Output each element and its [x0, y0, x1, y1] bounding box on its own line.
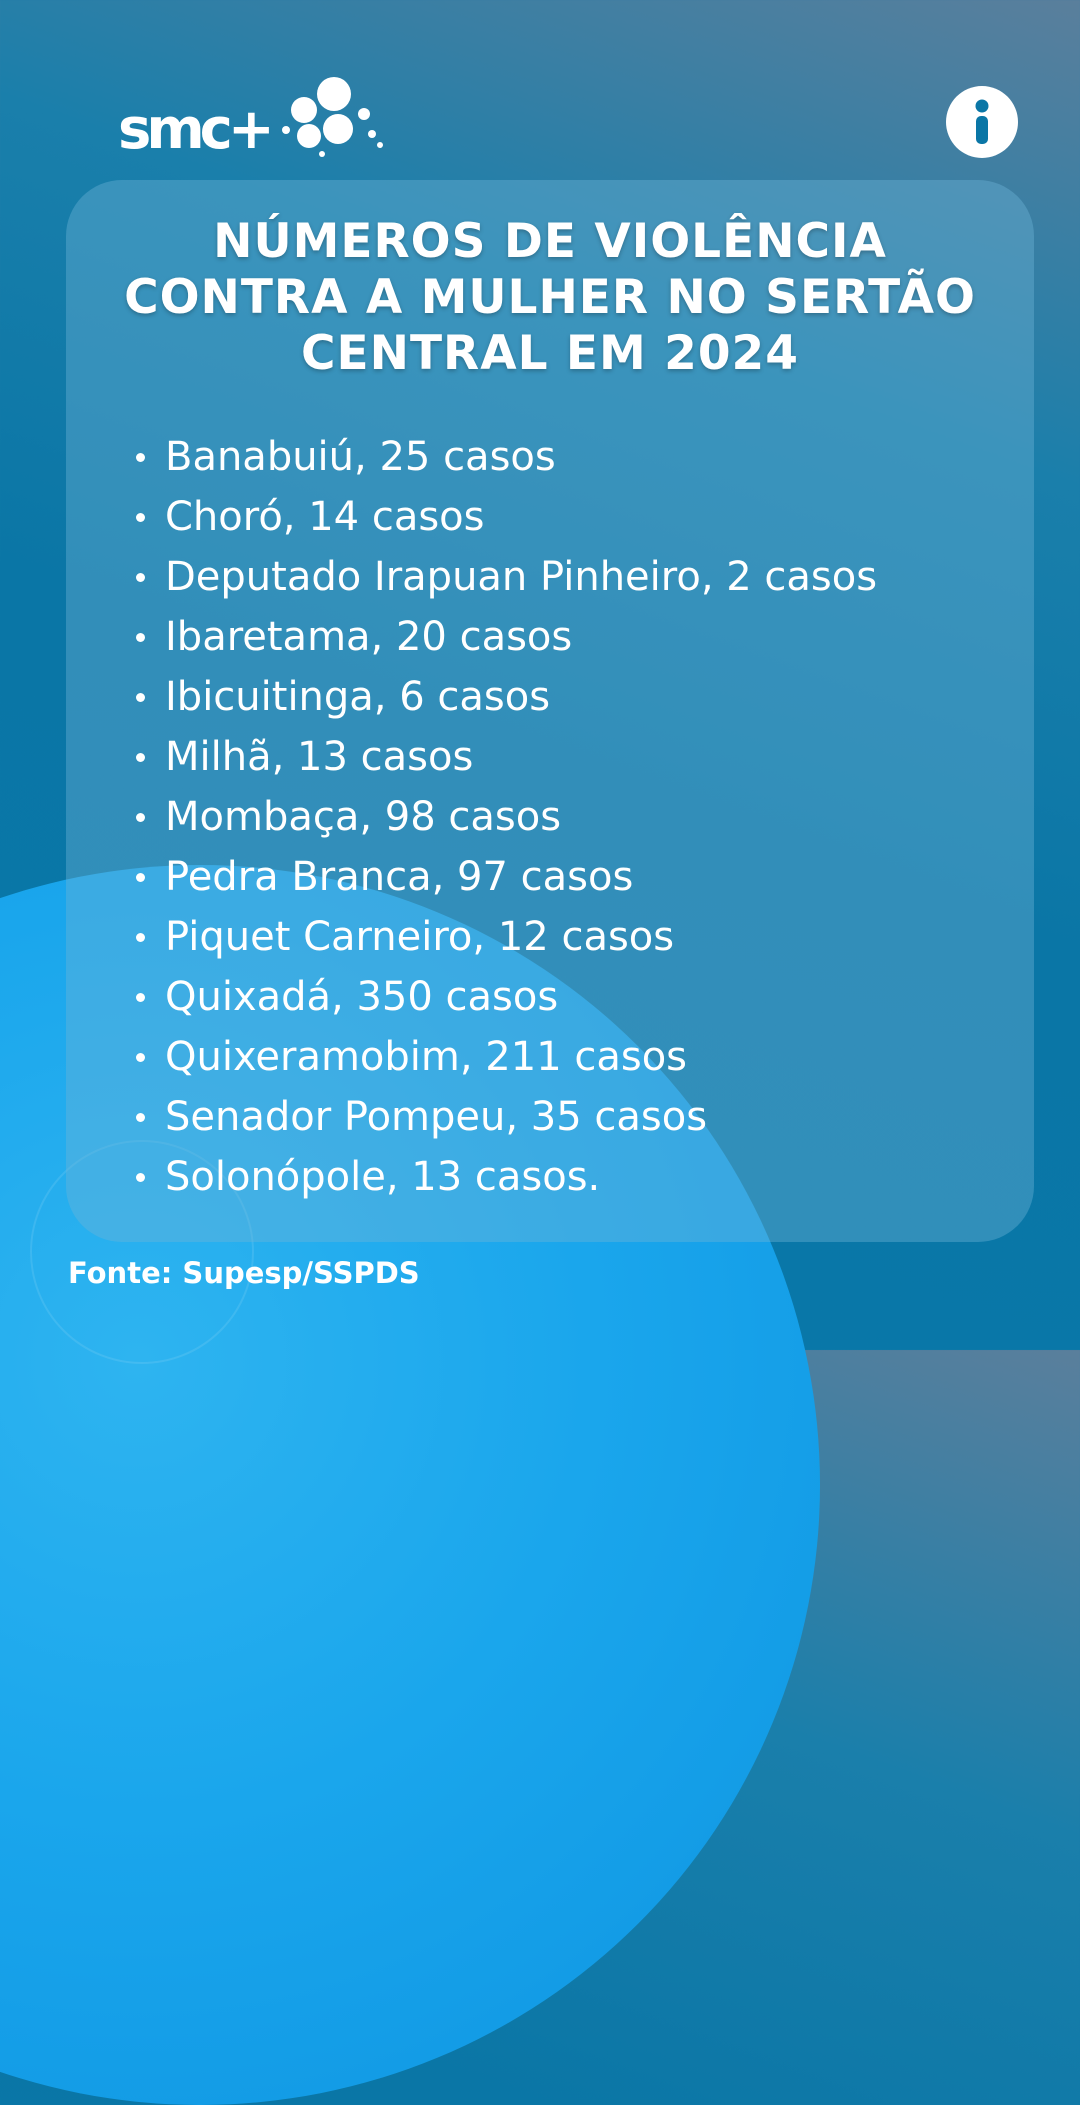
- list-item-text: Milhã, 13 casos: [165, 734, 474, 780]
- source-credit: Fonte: Supesp/SSPDS: [68, 1256, 420, 1290]
- bullet-icon: [136, 693, 145, 702]
- list-item-text: Pedra Branca, 97 casos: [165, 854, 634, 900]
- title-line-2: CONTRA A MULHER NO SERTÃO: [124, 270, 976, 325]
- bullet-icon: [136, 1113, 145, 1122]
- logo-bubbles-icon: [276, 72, 386, 158]
- title-line-1: NÚMEROS DE VIOLÊNCIA: [213, 214, 887, 269]
- list-item-text: Mombaça, 98 casos: [165, 794, 562, 840]
- bullet-icon: [136, 753, 145, 762]
- list-item: [136, 487, 877, 547]
- card-title: [86, 214, 1014, 382]
- list-item: [136, 1027, 877, 1087]
- list-item: [136, 967, 877, 1027]
- title-line-3: CENTRAL EM 2024: [301, 326, 799, 381]
- list-item-text: Banabuiú, 25 casos: [165, 434, 556, 480]
- stats-card: [66, 180, 1034, 1242]
- list-item: [136, 787, 877, 847]
- bullet-icon: [136, 453, 145, 462]
- list-item: [136, 1087, 877, 1147]
- list-item-text: Senador Pompeu, 35 casos: [165, 1094, 708, 1140]
- cases-list: [136, 427, 877, 1207]
- list-item-text: Choró, 14 casos: [165, 494, 485, 540]
- list-item: [136, 427, 877, 487]
- bullet-icon: [136, 633, 145, 642]
- list-item: [136, 667, 877, 727]
- brand-logo: [118, 72, 386, 162]
- logo-text: smc+: [118, 97, 270, 162]
- list-item: [136, 607, 877, 667]
- list-item: [136, 907, 877, 967]
- list-item-text: Piquet Carneiro, 12 casos: [165, 914, 675, 960]
- list-item-text: Quixeramobim, 211 casos: [165, 1034, 688, 1080]
- info-icon: [946, 86, 1018, 158]
- bullet-icon: [136, 1053, 145, 1062]
- list-item-text: Quixadá, 350 casos: [165, 974, 559, 1020]
- list-item: [136, 847, 877, 907]
- info-button[interactable]: [946, 86, 1018, 158]
- list-item-text: Ibicuitinga, 6 casos: [165, 674, 551, 720]
- bullet-icon: [136, 813, 145, 822]
- list-item: [136, 727, 877, 787]
- list-item-text: Deputado Irapuan Pinheiro, 2 casos: [165, 554, 878, 600]
- bullet-icon: [136, 873, 145, 882]
- bullet-icon: [136, 513, 145, 522]
- bullet-icon: [136, 1173, 145, 1182]
- list-item: [136, 547, 877, 607]
- list-item-text: Solonópole, 13 casos.: [165, 1154, 601, 1200]
- list-item-text: Ibaretama, 20 casos: [165, 614, 573, 660]
- bullet-icon: [136, 573, 145, 582]
- bullet-icon: [136, 933, 145, 942]
- bullet-icon: [136, 993, 145, 1002]
- list-item: [136, 1147, 877, 1207]
